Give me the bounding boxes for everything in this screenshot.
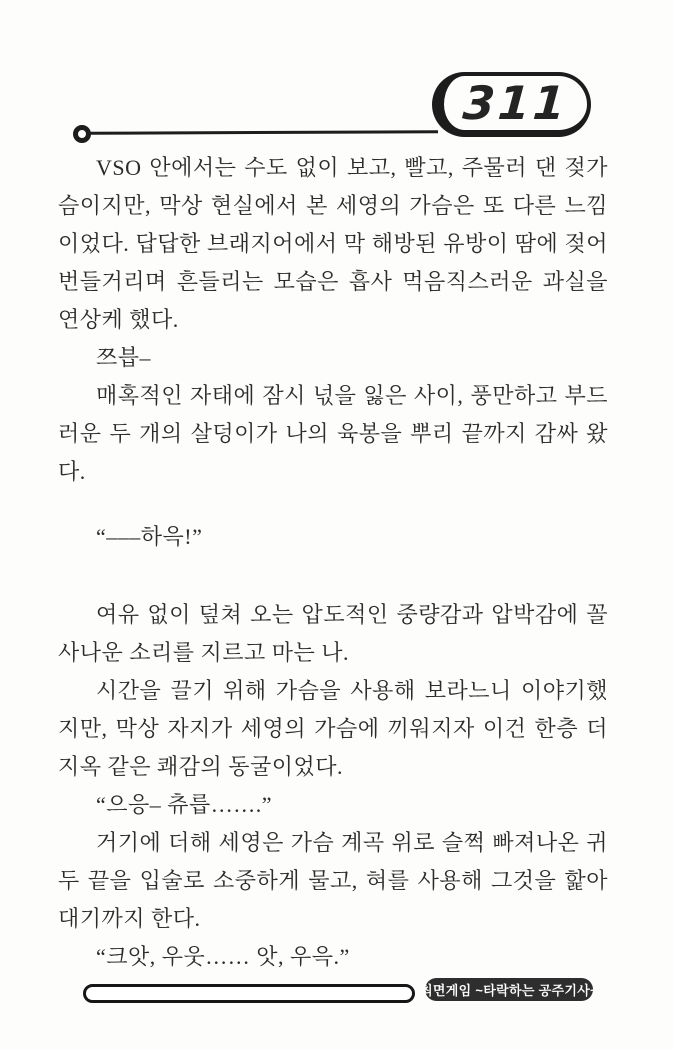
paragraph: “–––하윽!” [96, 524, 203, 549]
paragraph: 여유 없이 덮쳐 오는 압도적인 중량감과 압박감에 꼴사나운 소리를 지르고 마는 나. [58, 602, 608, 665]
paragraph: 쯔븝– [96, 345, 152, 370]
header-rule [86, 130, 438, 135]
paragraph: “크앗, 우웃…… 앗, 우윽.” [96, 944, 350, 969]
footer-title-label: 최면게임 ~타락하는 공주기사~ [420, 983, 598, 998]
paragraph: VSO 안에서는 수도 없이 보고, 빨고, 주물러 댄 젖가슴이지만, 막상 현실에서 본 세영의 가슴은 또 다른 느낌이었다. 답답한 브래지어에서 막 해방된 유방이 땀에 젖어 번들거리며 흔들리는 모습은 흡사 먹음직스러운 과실을 연상케 했다. [58, 155, 608, 332]
page-number-pill [432, 72, 591, 137]
paragraph: 거기에 더해 세영은 가슴 계곡 위로 슬쩍 빠져나온 귀두 끝을 입술로 소중하게 물고, 혀를 사용해 그것을 핥아대기까지 한다. [58, 830, 608, 931]
paragraph: “으응– 츄릅…….” [96, 792, 273, 817]
page-number: 311 [461, 76, 570, 130]
paragraph: 시간을 끌기 위해 가슴을 사용해 보라느니 이야기했지만, 막상 자지가 세영의 가슴에 끼워지자 이건 한층 더 지옥 같은 쾌감의 동굴이었다. [58, 678, 608, 779]
paragraph: 매혹적인 자태에 잠시 넋을 잃은 사이, 풍만하고 부드러운 두 개의 살덩이가 나의 육봉을 뿌리 끝까지 감싸 왔다. [58, 383, 608, 484]
footer-title-badge [420, 978, 598, 1001]
body-text [58, 149, 608, 976]
footer-capsule [83, 984, 415, 1003]
